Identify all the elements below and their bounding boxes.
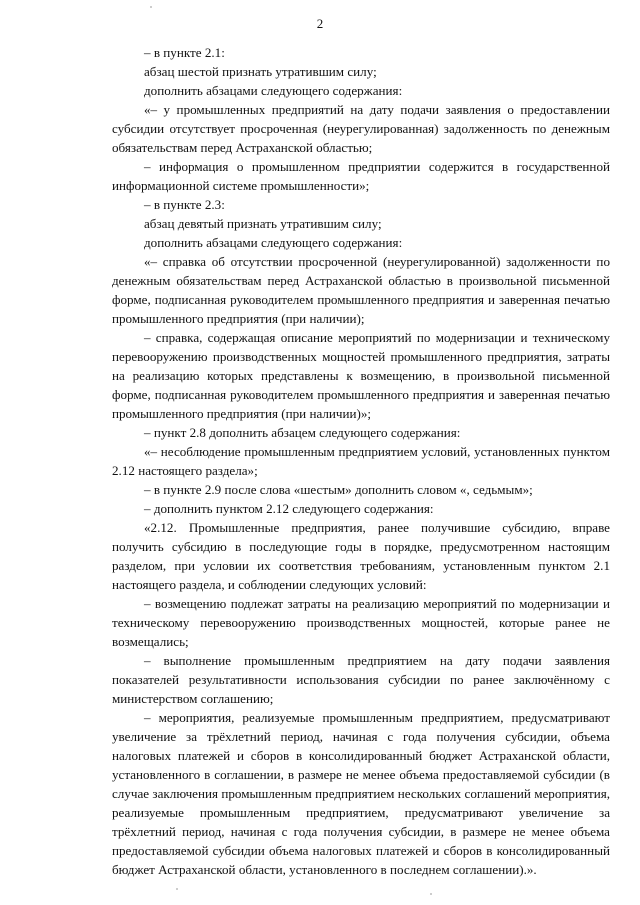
- paragraph-16: – возмещению подлежат затраты на реализацию мероприятий по модернизации и техническому перевооружению производственных мощностей, которые ранее не возмещались;: [112, 596, 610, 649]
- document-body: [112, 43, 610, 879]
- paragraph-3: дополнить абзацами следующего содержания:: [144, 83, 403, 98]
- paragraph-14: – дополнить пунктом 2.12 следующего содержания:: [144, 501, 434, 516]
- paragraph-8: дополнить абзацами следующего содержания:: [144, 235, 403, 250]
- scan-speck: [176, 888, 178, 890]
- paragraph-18: – мероприятия, реализуемые промышленным предприятием, предусматривают увеличение за трёхлетний период, начиная с года получения субсидии, объема налоговых платежей и сборов в консолидированный бюджет Астраханской области, установленного в соглашении, в размере не менее объема предоставляемой субсидии (в случае заключения промышленным предприятием нескольких соглашений мероприятия, реализуемые промышленным предприятием, предусматривают увеличение за трёхлетний период, начиная с года получения субсидии, в размере не менее объема предоставляемой субсидии объема налоговых платежей и сборов в консолидированный бюджет Астраханской области, установленного в последнем соглашении).».: [112, 710, 610, 877]
- scan-speck: [150, 6, 152, 8]
- paragraph-4: «– у промышленных предприятий на дату подачи заявления о предоставлении субсидии отсутствует просроченная (неурегулированная) задолженность по денежным обязательствам перед Астраханской областью;: [112, 102, 610, 155]
- paragraph-5: – информация о промышленном предприятии содержится в государственной информационной системе промышленности»;: [112, 159, 610, 193]
- paragraph-15: «2.12. Промышленные предприятия, ранее получившие субсидию, вправе получить субсидию в последующие годы в порядке, предусмотренном настоящим разделом, при условии их соответствия требованиям, установленным пунктом 2.1 настоящего раздела, и соблюдении следующих условий:: [112, 520, 610, 592]
- page-number: 2: [316, 16, 324, 31]
- paragraph-2: абзац шестой признать утратившим силу;: [144, 64, 377, 79]
- paragraph-9: «– справка об отсутствии просроченной (неурегулированной) задолженности по денежным обязательствам перед Астраханской областью в произвольной письменной форме, подписанная руководителем промышленного предприятия и заверенная печатью промышленного предприятия (при наличии);: [112, 254, 610, 326]
- paragraph-1: – в пункте 2.1:: [144, 45, 225, 60]
- paragraph-13: – в пункте 2.9 после слова «шестым» дополнить словом «, седьмым»;: [144, 482, 533, 497]
- scan-speck: [430, 893, 432, 895]
- paragraph-17: – выполнение промышленным предприятием на дату подачи заявления показателей результативности использования субсидии по ранее заключённому с министерством соглашению;: [112, 653, 610, 706]
- paragraph-7: абзац девятый признать утратившим силу;: [144, 216, 382, 231]
- paragraph-10: – справка, содержащая описание мероприятий по модернизации и техническому перевооружению производственных мощностей промышленного предприятия, затраты на реализацию которых представлены к возмещению, в произвольной письменной форме, подписанная руководителем промышленного предприятия и заверенная печатью промышленного предприятия (при наличии)»;: [112, 330, 610, 421]
- paragraph-11: – пункт 2.8 дополнить абзацем следующего содержания:: [144, 425, 461, 440]
- paragraph-12: «– несоблюдение промышленным предприятием условий, установленных пунктом 2.12 настоящего раздела»;: [112, 444, 610, 478]
- paragraph-6: – в пункте 2.3:: [144, 197, 225, 212]
